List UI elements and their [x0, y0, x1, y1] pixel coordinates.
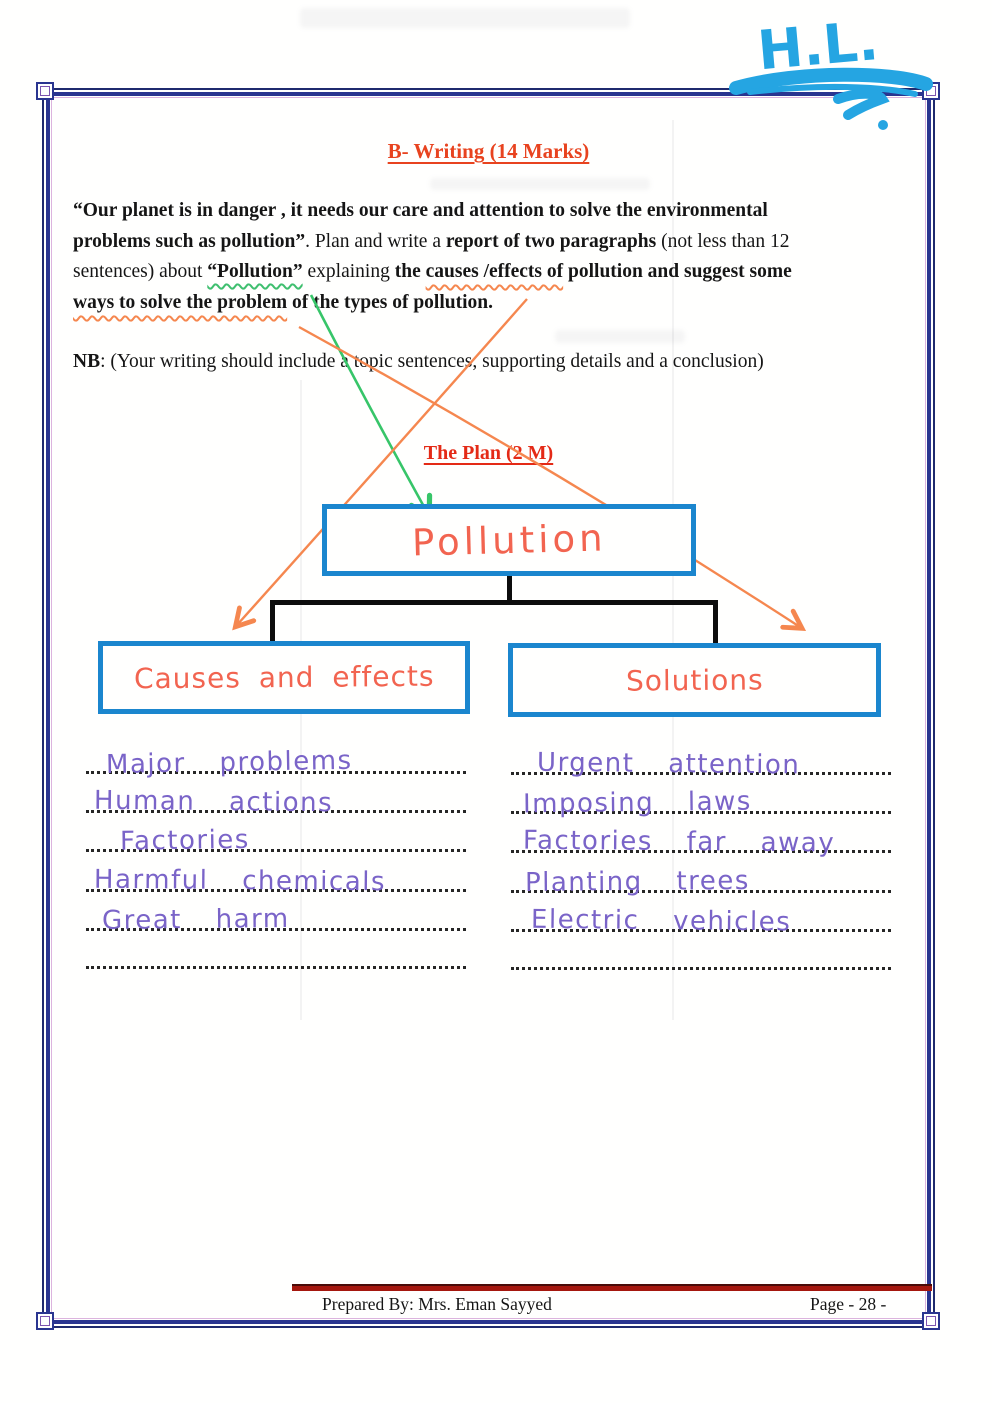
handwritten-note: Urgent attention — [536, 747, 801, 781]
task-text: the — [394, 261, 426, 283]
connector-line — [270, 600, 718, 605]
connector-line — [713, 600, 718, 644]
task-text: (not less than 12 — [656, 230, 790, 252]
note-line — [511, 812, 891, 859]
plan-root-label: Pollution — [411, 515, 607, 565]
plan-heading — [42, 442, 935, 465]
task-text-underlined-green: “Pollution” — [207, 261, 303, 283]
task-text: . Plan and write a — [305, 230, 446, 252]
plan-root-box — [322, 504, 696, 576]
task-line — [73, 227, 933, 258]
footer-page-number: Page - 28 - — [810, 1294, 887, 1314]
note-line — [511, 891, 891, 938]
handwritten-note: Harmful chemicals — [93, 864, 387, 898]
handwritten-note: Electric vehicles — [530, 904, 792, 938]
handwritten-note: Major problems — [105, 745, 353, 781]
marker-underline-stroke — [736, 75, 926, 88]
handwritten-note: Factories — [119, 824, 251, 857]
empty-note-line — [86, 928, 466, 969]
note-line — [86, 890, 466, 936]
note-line — [511, 773, 891, 820]
note-line — [86, 772, 466, 819]
plan-causes-box — [98, 641, 470, 714]
plan-solutions-box — [508, 643, 881, 717]
handwritten-note: Planting trees — [524, 865, 750, 898]
task-line — [73, 257, 933, 288]
note-line — [86, 851, 466, 898]
border-corner-ornament — [36, 1312, 54, 1330]
section-title — [42, 139, 935, 164]
task-text: problems such as pollution” — [73, 230, 306, 252]
handwritten-note: Human actions — [93, 785, 334, 819]
border-corner-ornament — [36, 82, 54, 100]
task-line — [73, 288, 933, 319]
task-text: pollution and suggest some — [563, 261, 792, 283]
task-text-underlined-orange: ways to solve the problem — [73, 291, 288, 313]
border-corner-ornament — [922, 82, 940, 100]
task-text: sentences) about — [73, 261, 208, 283]
plan-causes-label: Causes and effects — [133, 659, 435, 696]
task-line — [73, 196, 933, 227]
footer-prepared-by: Prepared By: Mrs. Eman Sayyed — [322, 1294, 552, 1314]
plan-heading-text: The Plan (2 M) — [423, 442, 554, 464]
nb-text: : (Your writing should include a topic sentences, supporting details and a conclusion) — [100, 351, 764, 372]
handwritten-note: Imposing laws — [522, 786, 753, 820]
note-line — [86, 811, 466, 857]
note-line — [86, 733, 466, 781]
note-line — [511, 734, 891, 781]
footer-rule — [292, 1284, 932, 1291]
handwritten-note: Factories far away — [522, 825, 836, 859]
connector-line — [270, 600, 275, 641]
task-text: “Our planet is in danger , it needs our care and attention to solve the environmental — [73, 200, 768, 221]
task-text: report of two paragraphs — [445, 230, 657, 252]
task-text: of the types of pollution. — [287, 291, 493, 313]
plan-solutions-label: Solutions — [625, 662, 764, 698]
grader-mark-text: H.L. — [755, 9, 881, 83]
border-corner-ornament — [922, 1312, 940, 1330]
handwritten-note: Great harm — [101, 903, 290, 936]
note-line — [511, 852, 891, 898]
nb-note — [73, 351, 764, 373]
scan-smudge — [300, 8, 630, 28]
task-text: explaining — [302, 261, 395, 283]
task-text-underlined-orange: causes /effects of — [425, 261, 564, 283]
empty-note-line — [511, 929, 891, 970]
task-paragraph — [73, 196, 933, 318]
section-title-text: B- Writing (14 Marks) — [387, 139, 590, 163]
nb-label: NB — [73, 351, 101, 372]
